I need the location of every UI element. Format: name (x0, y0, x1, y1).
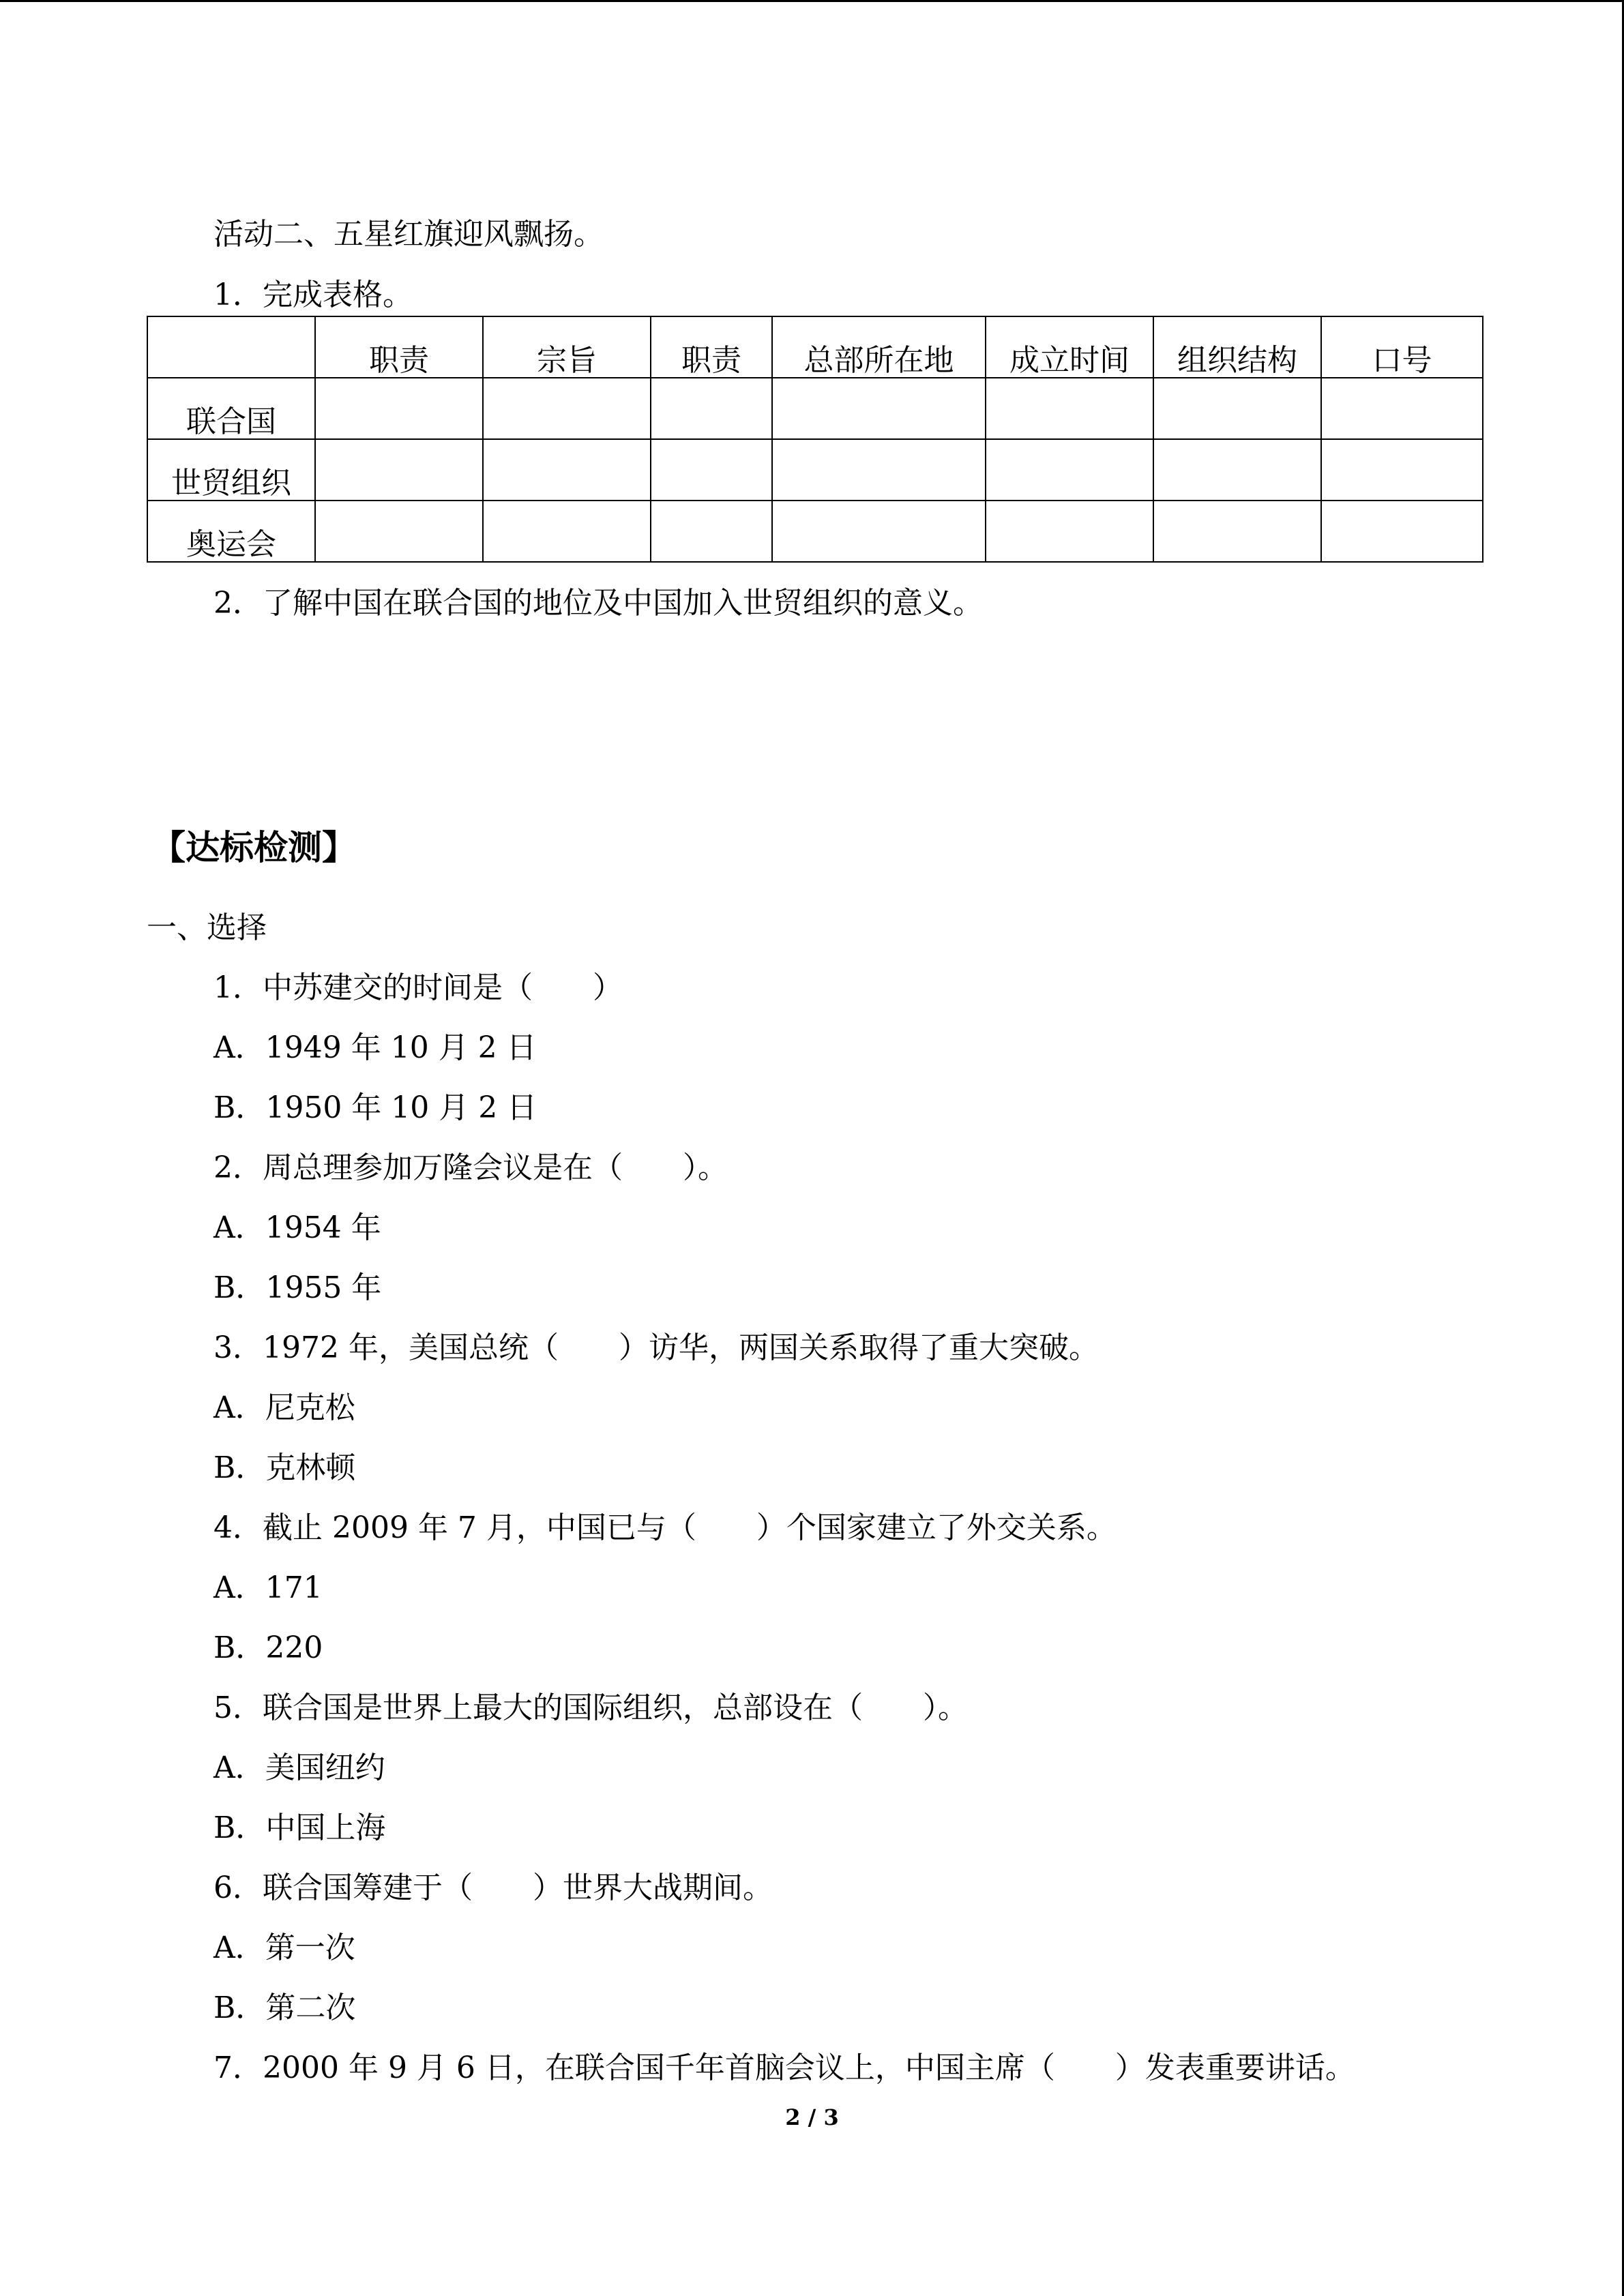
table-cell (1153, 378, 1321, 439)
table-header-cell: 职责 (315, 316, 483, 378)
table-header-cell: 成立时间 (986, 316, 1153, 378)
question-line: 6．联合国筹建于（ ）世界大战期间。 (213, 1870, 773, 1905)
table-cell (986, 378, 1153, 439)
table-row (147, 439, 1483, 501)
table-cell (1321, 501, 1483, 562)
option-line: B．中国上海 (213, 1810, 386, 1845)
table-cell (483, 501, 651, 562)
table-row (147, 378, 1483, 439)
table-header-cell: 组织结构 (1153, 316, 1321, 378)
row-label: 奥运会 (147, 501, 315, 562)
option-line: A．1954 年 (213, 1210, 381, 1245)
table-cell (315, 501, 483, 562)
option-line: A．第一次 (213, 1930, 355, 1965)
organizations-table (147, 316, 1483, 563)
table-cell (483, 439, 651, 501)
option-line: B．220 (213, 1630, 323, 1665)
table-header-row (147, 316, 1483, 378)
option-line: A．171 (213, 1570, 323, 1605)
table-cell (315, 439, 483, 501)
table-cell (1153, 439, 1321, 501)
table-cell (772, 378, 986, 439)
table-cell (1321, 439, 1483, 501)
table-header-cell: 职责 (651, 316, 772, 378)
table-header-cell: 总部所在地 (772, 316, 986, 378)
option-line: A．美国纽约 (213, 1750, 385, 1785)
table-cell (1321, 378, 1483, 439)
task-1-label: 1．完成表格。 (213, 278, 413, 312)
table-header-cell: 宗旨 (483, 316, 651, 378)
table-cell (315, 378, 483, 439)
question-line: 3．1972 年，美国总统（ ）访华，两国关系取得了重大突破。 (213, 1330, 1099, 1365)
question-line: 5．联合国是世界上最大的国际组织，总部设在（ ）。 (213, 1690, 968, 1725)
row-label: 世贸组织 (147, 439, 315, 501)
question-line: 2．周总理参加万隆会议是在（ ）。 (213, 1150, 728, 1185)
table-cell (1153, 501, 1321, 562)
option-line: B．第二次 (213, 1991, 356, 2025)
option-line: B．克林顿 (213, 1450, 356, 1485)
table-cell (772, 501, 986, 562)
table-cell (986, 501, 1153, 562)
table-cell (651, 378, 772, 439)
table-row (147, 501, 1483, 562)
option-line: A．尼克松 (213, 1390, 355, 1425)
question-line: 4．截止 2009 年 7 月，中国已与（ ）个国家建立了外交关系。 (213, 1510, 1117, 1545)
option-line: B．1950 年 10 月 2 日 (213, 1090, 537, 1125)
table-cell (772, 439, 986, 501)
question-line: 7．2000 年 9 月 6 日，在联合国千年首脑会议上，中国主席（ ）发表重要讲话。 (213, 2051, 1355, 2085)
table-cell (651, 501, 772, 562)
part-title: 一、选择 (147, 910, 267, 945)
question-line: 1．中苏建交的时间是（ ） (213, 970, 623, 1005)
section-heading: 【达标检测】 (151, 827, 356, 867)
option-line: B．1955 年 (213, 1270, 382, 1305)
activity-title: 活动二、五星红旗迎风飘扬。 (213, 217, 604, 252)
page-number: 2 / 3 (785, 2104, 839, 2130)
table-cell (986, 439, 1153, 501)
table-cell (483, 378, 651, 439)
top-border-line (0, 0, 1624, 2)
row-label: 联合国 (147, 378, 315, 439)
table-header-cell (147, 316, 315, 378)
table-cell (651, 439, 772, 501)
task-2-label: 2．了解中国在联合国的地位及中国加入世贸组织的意义。 (213, 586, 983, 621)
table-header-cell: 口号 (1321, 316, 1483, 378)
option-line: A．1949 年 10 月 2 日 (213, 1030, 537, 1065)
